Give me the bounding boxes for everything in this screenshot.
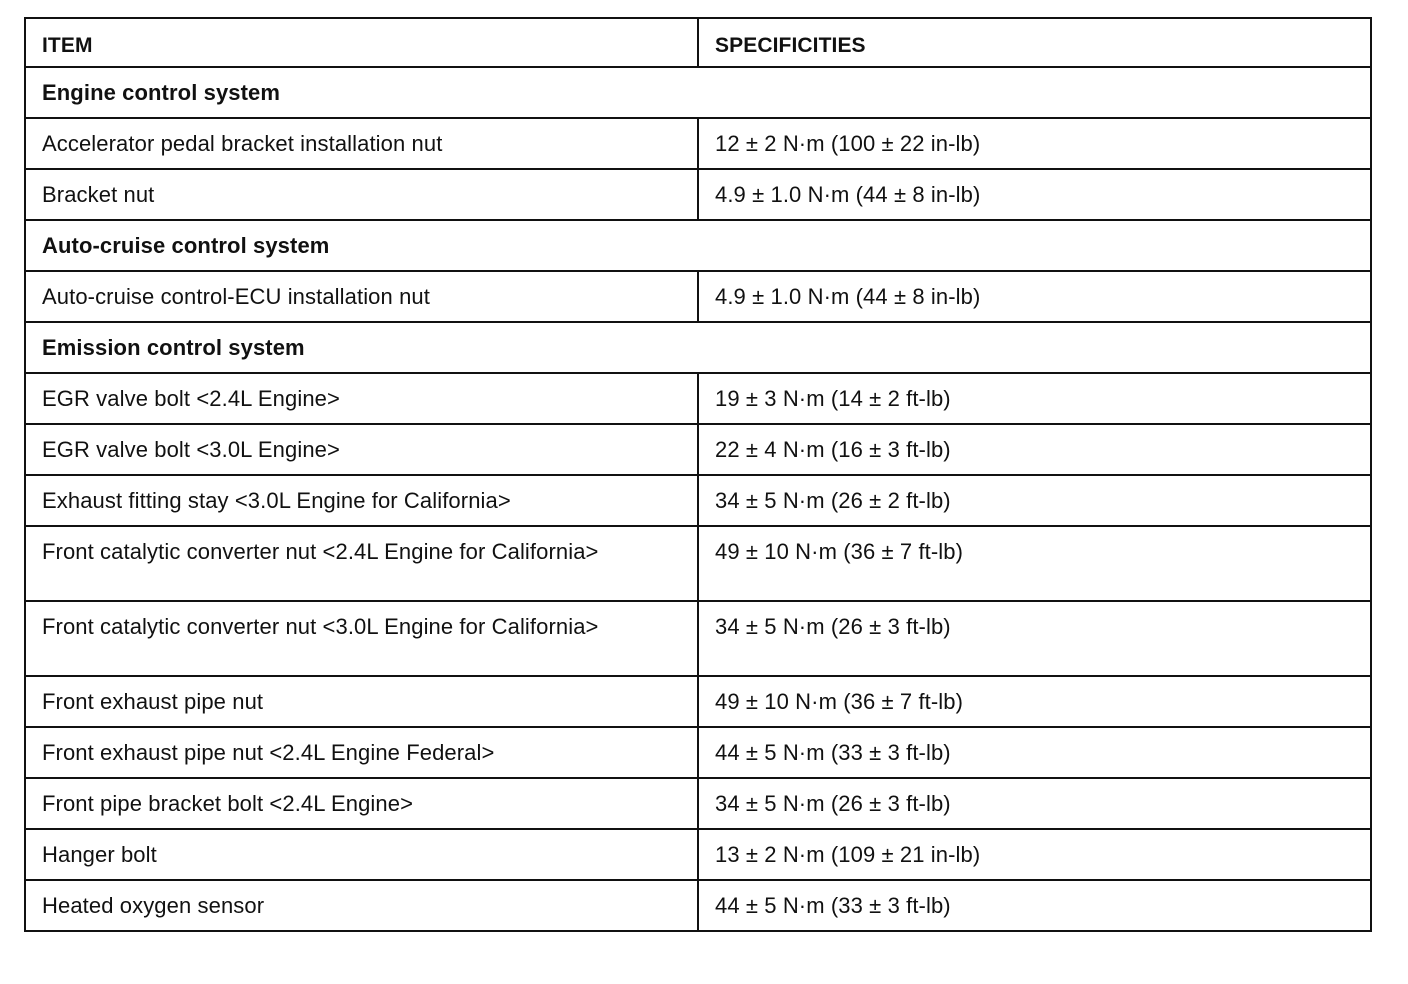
table-header — [25, 18, 1371, 67]
spec-cell: 13 ± 2 N·m (109 ± 21 in-lb) — [698, 829, 1371, 880]
table-row — [25, 829, 1371, 880]
item-cell: Bracket nut — [25, 169, 698, 220]
item-cell: Hanger bolt — [25, 829, 698, 880]
spec-cell: 4.9 ± 1.0 N·m (44 ± 8 in-lb) — [698, 271, 1371, 322]
item-cell: Front catalytic converter nut <3.0L Engine for California> — [25, 601, 698, 676]
table-row — [25, 169, 1371, 220]
table-row — [25, 118, 1371, 169]
spec-cell: 19 ± 3 N·m (14 ± 2 ft-lb) — [698, 373, 1371, 424]
header-specificities: SPECIFICITIES — [698, 18, 1371, 67]
spec-cell: 22 ± 4 N·m (16 ± 3 ft-lb) — [698, 424, 1371, 475]
item-cell: Front exhaust pipe nut <2.4L Engine Federal> — [25, 727, 698, 778]
table-row — [25, 676, 1371, 727]
item-cell: Exhaust fitting stay <3.0L Engine for California> — [25, 475, 698, 526]
spec-cell: 44 ± 5 N·m (33 ± 3 ft-lb) — [698, 880, 1371, 931]
section-label: Auto-cruise control system — [25, 220, 1371, 271]
item-cell: Front catalytic converter nut <2.4L Engine for California> — [25, 526, 698, 601]
section-row — [25, 67, 1371, 118]
item-cell: EGR valve bolt <3.0L Engine> — [25, 424, 698, 475]
spec-cell: 49 ± 10 N·m (36 ± 7 ft-lb) — [698, 526, 1371, 601]
item-cell: EGR valve bolt <2.4L Engine> — [25, 373, 698, 424]
table-row — [25, 880, 1371, 931]
spec-cell: 49 ± 10 N·m (36 ± 7 ft-lb) — [698, 676, 1371, 727]
item-cell: Accelerator pedal bracket installation nut — [25, 118, 698, 169]
spec-cell: 34 ± 5 N·m (26 ± 3 ft-lb) — [698, 778, 1371, 829]
item-cell: Auto-cruise control-ECU installation nut — [25, 271, 698, 322]
table-row — [25, 727, 1371, 778]
section-row — [25, 322, 1371, 373]
table-row — [25, 373, 1371, 424]
table-row — [25, 601, 1371, 676]
section-row — [25, 220, 1371, 271]
item-cell: Front pipe bracket bolt <2.4L Engine> — [25, 778, 698, 829]
table-row — [25, 526, 1371, 601]
spec-cell: 44 ± 5 N·m (33 ± 3 ft-lb) — [698, 727, 1371, 778]
table-row — [25, 475, 1371, 526]
table-row — [25, 778, 1371, 829]
table-row — [25, 271, 1371, 322]
torque-spec-table — [24, 17, 1372, 932]
spec-cell: 34 ± 5 N·m (26 ± 3 ft-lb) — [698, 601, 1371, 676]
section-label: Emission control system — [25, 322, 1371, 373]
table-row — [25, 424, 1371, 475]
spec-cell: 34 ± 5 N·m (26 ± 2 ft-lb) — [698, 475, 1371, 526]
spec-cell: 12 ± 2 N·m (100 ± 22 in-lb) — [698, 118, 1371, 169]
section-label: Engine control system — [25, 67, 1371, 118]
item-cell: Heated oxygen sensor — [25, 880, 698, 931]
header-row — [25, 18, 1371, 67]
header-item: ITEM — [25, 18, 698, 67]
item-cell: Front exhaust pipe nut — [25, 676, 698, 727]
table-body — [25, 67, 1371, 931]
spec-cell: 4.9 ± 1.0 N·m (44 ± 8 in-lb) — [698, 169, 1371, 220]
